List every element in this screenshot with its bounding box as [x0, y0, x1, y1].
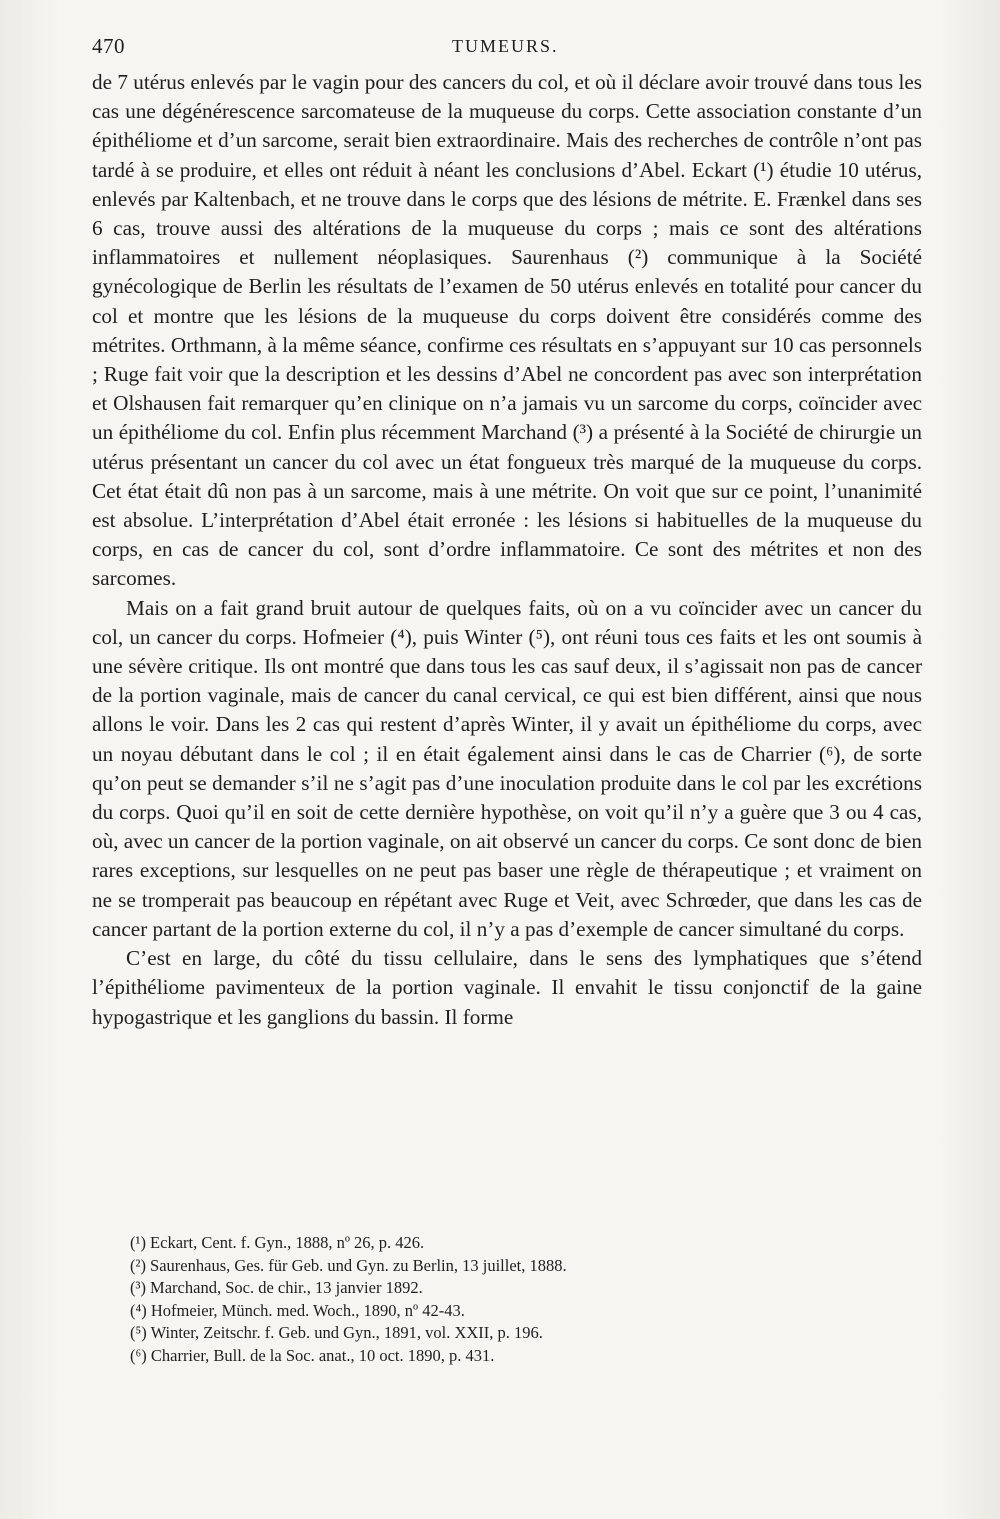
paragraph-2: Mais on a fait grand bruit autour de quelques faits, où on a vu coïncider avec un cancer du col, un cancer du corps. Hofmeier (⁴), puis Winter (⁵), ont réuni tous ces faits et les ont soumis à une sévère critique. Ils ont montré que dans tous les cas sauf deux, il s’agissait non pas de cancer de la portion vaginale, mais de cancer du canal cervical, ce qui est bien différent, ainsi que nous allons le voir. Dans les 2 cas qui restent d’après Winter, il y avait un épithéliome du corps, avec un noyau débutant dans le col ; il en était également ainsi dans le cas de Charrier (⁶), de sorte qu’on peut se demander s’il ne s’agit pas d’une inoculation produite dans le col par les excrétions du corps. Quoi qu’il en soit de cette dernière hypothèse, on voit qu’il n’y a guère que 3 ou 4 cas, où, avec un cancer de la portion vaginale, on ait observé un cancer du corps. Ce sont donc de bien rares exceptions, sur lesquelles on ne peut pas baser une règle de thérapeutique ; et vraiment on ne se tromperait pas beaucoup en répétant avec Ruge et Veit, avec Schrœder, que dans les cas de cancer partant de la portion externe du col, il n’y a pas d’exemple de cancer simultané du corps. — [92, 595, 922, 941]
footnote-1: (¹) Eckart, Cent. f. Gyn., 1888, nº 26, p. 426. — [130, 1233, 425, 1252]
footnote-6: (⁶) Charrier, Bull. de la Soc. anat., 10 oct. 1890, p. 431. — [130, 1345, 495, 1365]
main-text — [92, 68, 922, 1032]
footnote-5: (⁵) Winter, Zeitschr. f. Geb. und Gyn., 1891, vol. XXII, p. 196. — [130, 1323, 543, 1342]
footnote-3: (³) Marchand, Soc. de chir., 13 janvier 1892. — [130, 1278, 423, 1297]
page-header — [92, 34, 922, 64]
paragraph-1: de 7 utérus enlevés par le vagin pour des cancers du col, et où il déclare avoir trouvé dans tous les cas une dégénérescence sarcomateuse de la muqueuse du corps. Cette association constante d’un épithéliome et d’un sarcome, serait bien extraordinaire. Mais des recherches de contrôle n’ont pas tardé à se produire, et elles ont réduit à néant les conclusions d’Abel. Eckart (¹) étudie 10 utérus, enlevés par Kaltenbach, et ne trouve dans le corps que des lésions de métrite. E. Frænkel dans ses 6 cas, trouve aussi des altérations de la muqueuse du corps ; mais ce sont des altérations inflammatoires et nullement néoplasiques. Saurenhaus (²) communique à la Société gynécologique de Berlin les résultats de l’examen de 50 utérus enlevés en totalité pour cancer du col et montre que les lésions de la muqueuse du corps doivent être considérés comme des métrites. Orthmann, à la même séance, confirme ces résultats en s’appuyant sur 10 cas personnels ; Ruge fait voir que la description et les dessins d’Abel ne concordent pas avec son interprétation et Olshausen fait remarquer qu’en clinique on n’a jamais vu un sarcome du corps, coïncider avec un épithéliome du col. Enfin plus récemment Marchand (³) a présenté à la Société de chirurgie un utérus présentant un cancer du col avec un état fongueux très marqué de la muqueuse du corps. Cet état était dû non pas à un sarcome, mais à une métrite. On voit que sur ce point, l’unanimité est absolue. L’interprétation d’Abel était erronée : les lésions si habituelles de la muqueuse du corps, en cas de cancer du col, sont d’ordre inflammatoire. Ce sont des métrites et non des sarcomes. — [92, 70, 922, 591]
running-title: TUMEURS. — [452, 36, 559, 56]
page-number: 470 — [92, 34, 125, 58]
paragraph-3: C’est en large, du côté du tissu cellulaire, dans le sens des lymphatiques que s’étend l’épithéliome pavimenteux de la portion vaginale. Il envahit le tissu conjonctif de la gaine hypogastrique et les ganglions du bassin. Il forme — [92, 946, 922, 1029]
footnotes — [130, 1232, 890, 1367]
footnote-2: (²) Saurenhaus, Ges. für Geb. und Gyn. zu Berlin, 13 juillet, 1888. — [130, 1255, 567, 1275]
footnote-4: (⁴) Hofmeier, Münch. med. Woch., 1890, nº 42-43. — [130, 1300, 465, 1320]
